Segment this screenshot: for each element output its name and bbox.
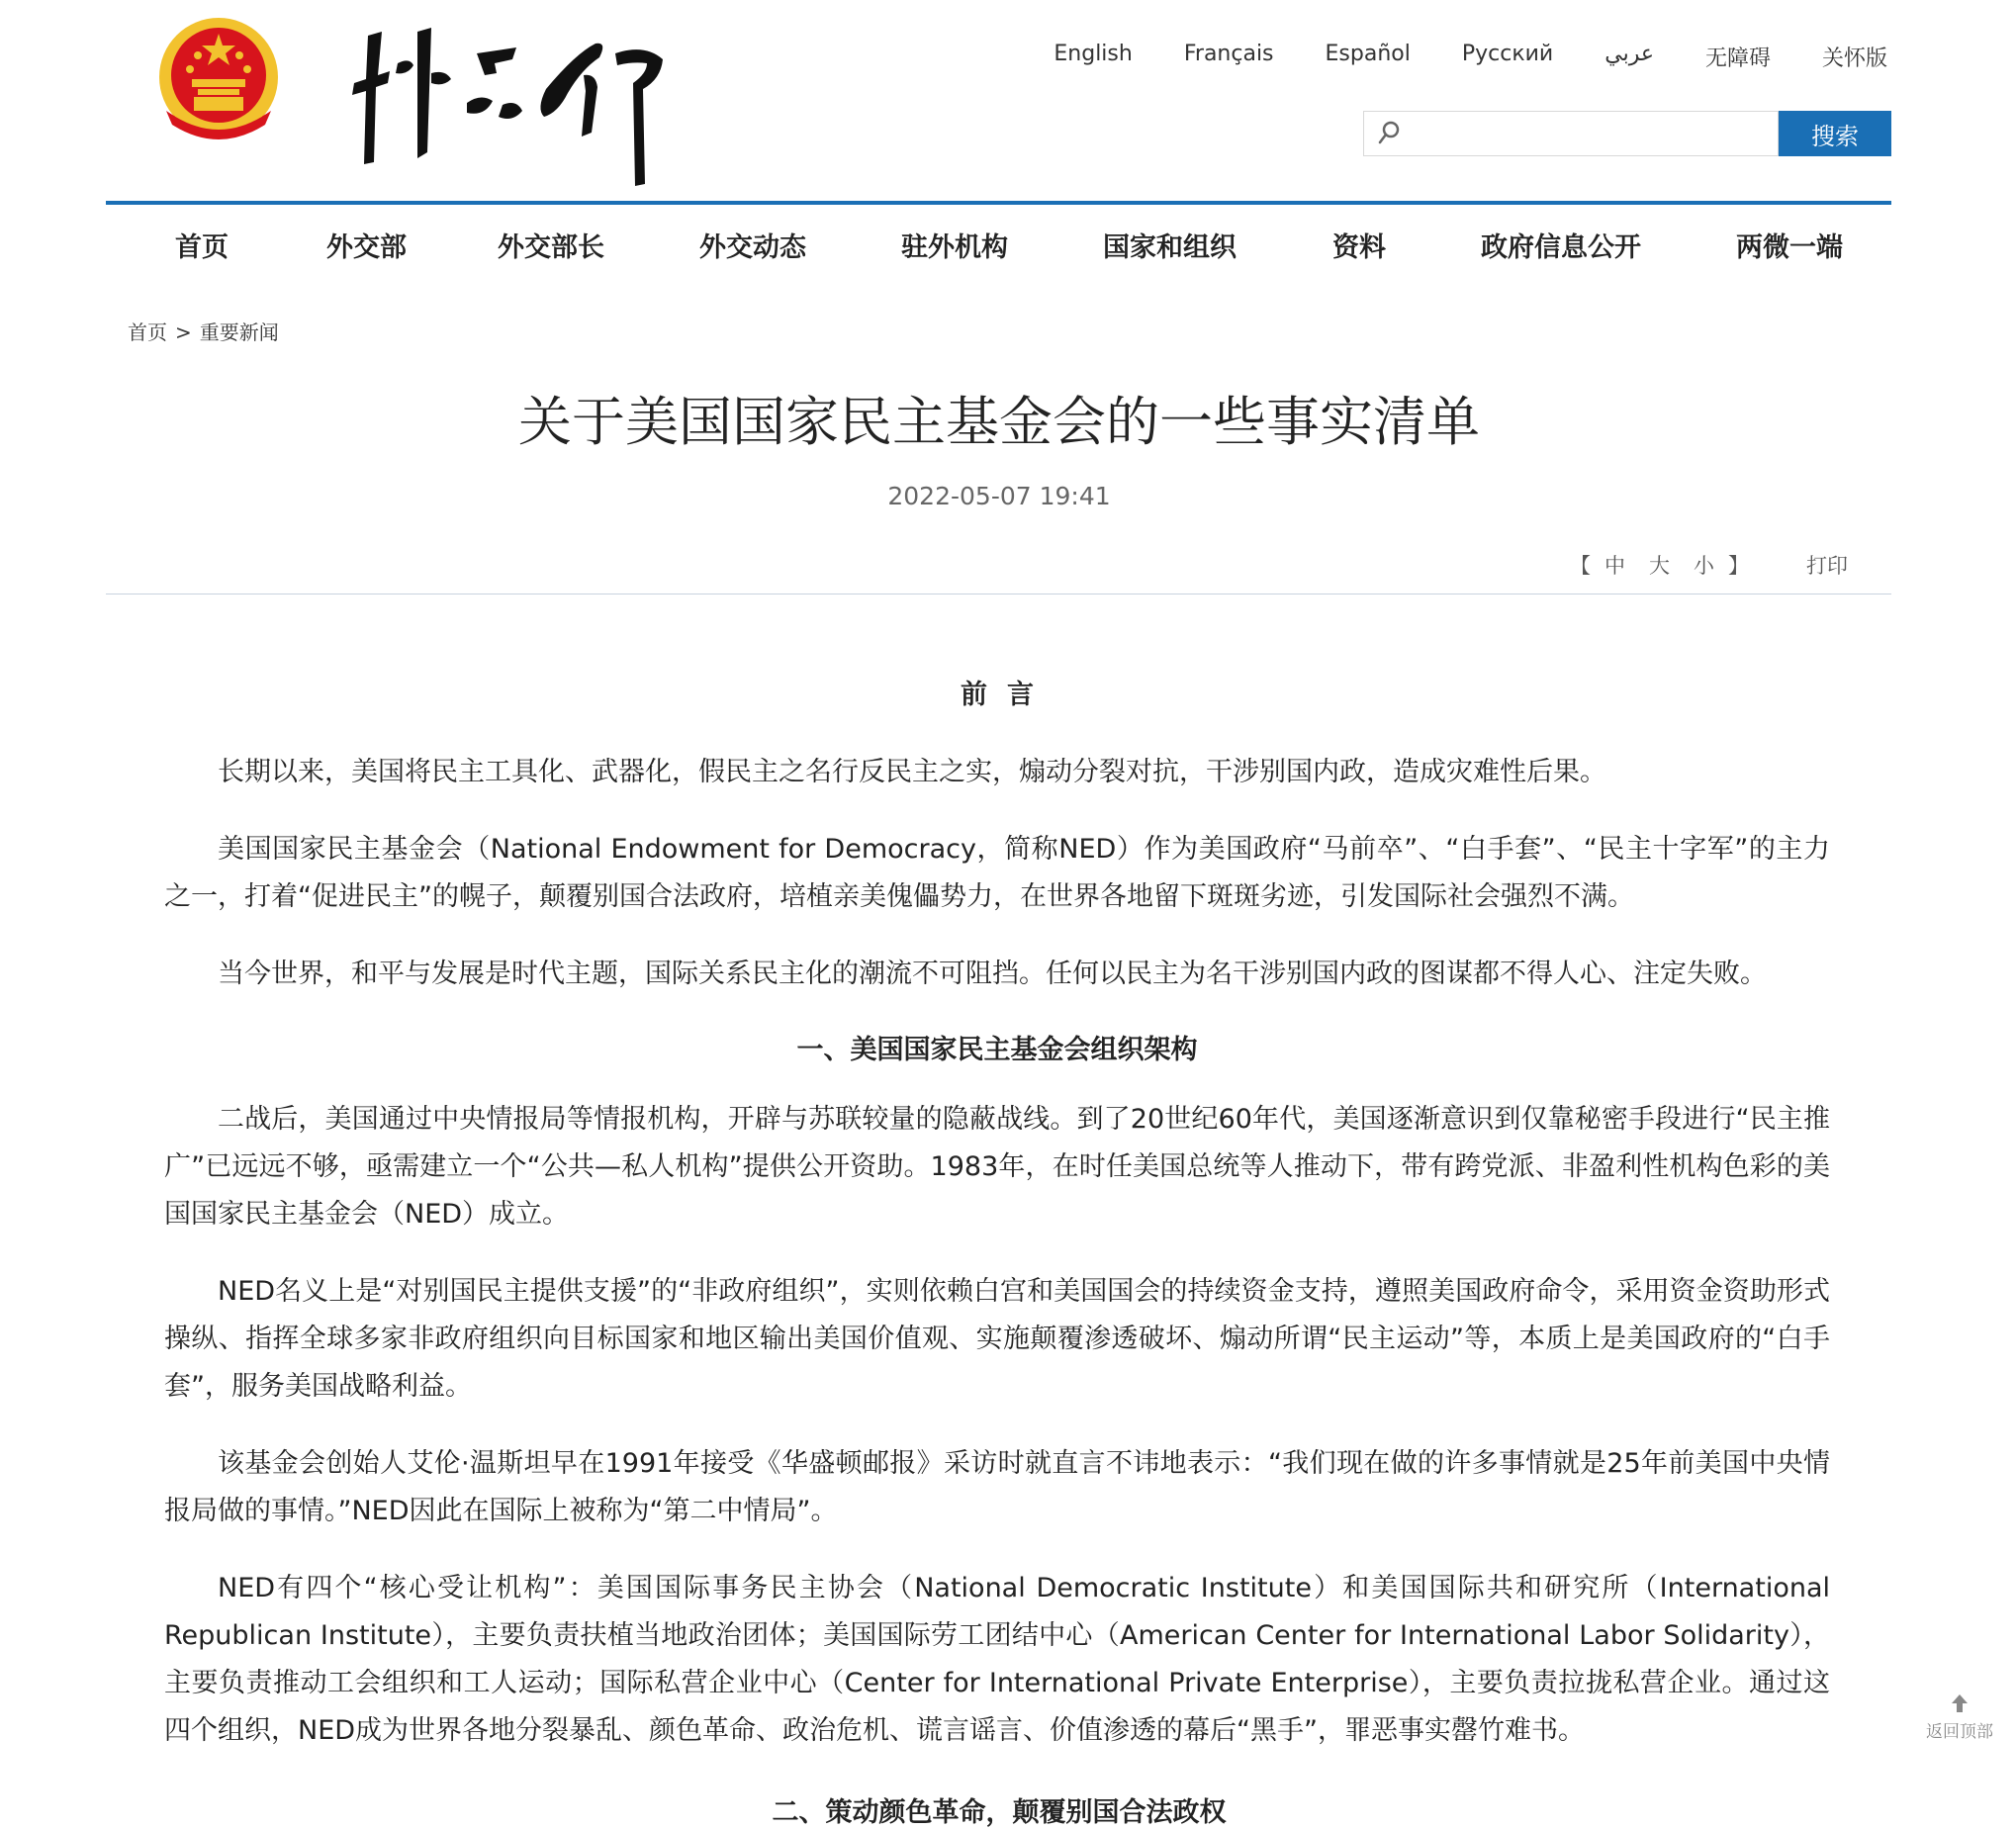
section-1-paragraph-3: 该基金会创始人艾伦·温斯坦早在1991年接受《华盛顿邮报》采访时就直言不讳地表示：“我们现在做的许多事情就是25年前美国中央情报局做的事情。”NED因此在国际上被称为“第二中情局”。 [164,1448,1830,1526]
back-to-top-button[interactable] [1922,1692,1997,1742]
section-2-heading: 二、策动颜色革命，颠覆别国合法政权 [772,1797,1227,1828]
article-body [164,673,1830,1755]
bracket-open: 【 [1570,554,1591,578]
section-1-paragraph-1: 二战后，美国通过中央情报局等情报机构，开辟与苏联较量的隐蔽战线。到了20世纪60年代，美国逐渐意识到仅靠秘密手段进行“民主推广”已远远不够，亟需建立一个“公共—私人机构”提供公开资助。1983年，在时任美国总统等人推动下，带有跨党派、非盈利性机构色彩的美国国家民主基金会（NED）成立。 [164,1104,1830,1230]
nav-item-ministry[interactable]: 外交部 [326,232,407,263]
section-1-paragraph-4: NED有四个“核心受让机构”：美国国际事务民主协会（National Democratic Institute）和美国国际共和研究所（International Republican Institute），主要负责扶植当地政治团体；美国国际劳工团结中心（American Center for International Labor Solidarity），主要负责推动工会组织和工人运动；国际私营企业中心（Center for International Private Enterprise），主要负责拉拢私营企业。通过这四个组织，NED成为世界各地分裂暴乱、颜色革命、政治危机、谎言谣言、价值渗透的幕后“黑手”，罪恶事实罄竹难书。 [164,1573,1830,1746]
section-1-paragraph-2: NED名义上是“对别国民主提供支援”的“非政府组织”，实则依赖白宫和美国国会的持续资金支持，遵照美国政府命令，采用资金资助形式操纵、指挥全球多家非政府组织向目标国家和地区输出美国价值观、实施颠覆渗透破坏、煽动所谓“民主运动”等，本质上是美国政府的“白手套”，服务美国战略利益。 [164,1276,1830,1402]
nav-item-diplomatic-news[interactable]: 外交动态 [699,232,806,263]
preface-heading: 前言 [961,680,1054,710]
search-input[interactable] [1410,113,1778,154]
accessibility-link[interactable]: 无障碍 [1704,46,1771,71]
nav-item-resources[interactable]: 资料 [1332,232,1386,263]
preface-paragraph-3: 当今世界，和平与发展是时代主题，国际关系民主化的潮流不可阻挡。任何以民主为名干涉别国内政的图谋都不得人心、注定失败。 [218,959,1767,989]
print-link[interactable]: 打印 [1806,554,1848,578]
preface-paragraph-1: 长期以来，美国将民主工具化、武器化，假民主之名行反民主之实，煽动分裂对抗，干涉别国内政，造成灾难性后果。 [218,757,1606,787]
font-size-controls [1568,550,1751,580]
search-box [1363,111,1779,156]
breadcrumb-separator: > [175,320,192,344]
nav-item-missions[interactable]: 驻外机构 [901,232,1008,263]
ministry-calligraphy-logo [348,14,685,187]
care-version-link[interactable]: 关怀版 [1821,46,1887,71]
nav-item-minister[interactable]: 外交部长 [498,232,604,263]
bracket-close: 】 [1728,554,1749,578]
search-icon [1374,119,1404,148]
arrow-up-icon [1948,1692,1971,1715]
nav-item-social[interactable]: 两微一端 [1736,232,1843,263]
lang-spanish-link[interactable]: Español [1325,42,1411,66]
language-bar [1002,42,1887,72]
nav-item-gov-info[interactable]: 政府信息公开 [1481,232,1641,263]
article-title: 关于美国国家民主基金会的一些事实清单 [518,391,1480,453]
lang-arabic-link[interactable]: عربي [1604,42,1654,66]
section-1-heading: 一、美国国家民主基金会组织架构 [796,1035,1198,1065]
font-large-button[interactable]: 大 [1649,554,1670,578]
breadcrumb-current-link[interactable]: 重要新闻 [199,320,279,344]
main-nav [106,220,1891,269]
lang-english-link[interactable]: English [1054,42,1133,66]
nav-item-countries[interactable]: 国家和组织 [1103,232,1237,263]
lang-french-link[interactable]: Français [1183,42,1274,66]
back-to-top-label: 返回顶部 [1926,1722,1993,1742]
preface-paragraph-2: 美国国家民主基金会（National Endowment for Democracy，简称NED）作为美国政府“马前卒”、“白手套”、“民主十字军”的主力之一，打着“促进民主”的幌子，颠覆别国合法政府，培植亲美傀儡势力，在世界各地留下斑斑劣迹，引发国际社会强烈不满。 [164,834,1830,912]
lang-russian-link[interactable]: Русский [1461,42,1554,66]
breadcrumb-home-link[interactable]: 首页 [128,320,167,344]
national-emblem-logo [156,16,281,152]
breadcrumb [128,317,279,345]
nav-item-home[interactable]: 首页 [175,232,229,263]
article-date: 2022-05-07 19:41 [887,482,1111,510]
search-button[interactable]: 搜索 [1779,111,1891,156]
font-medium-button[interactable]: 中 [1604,554,1625,578]
nav-top-rule [106,201,1891,205]
font-small-button[interactable]: 小 [1694,554,1714,578]
